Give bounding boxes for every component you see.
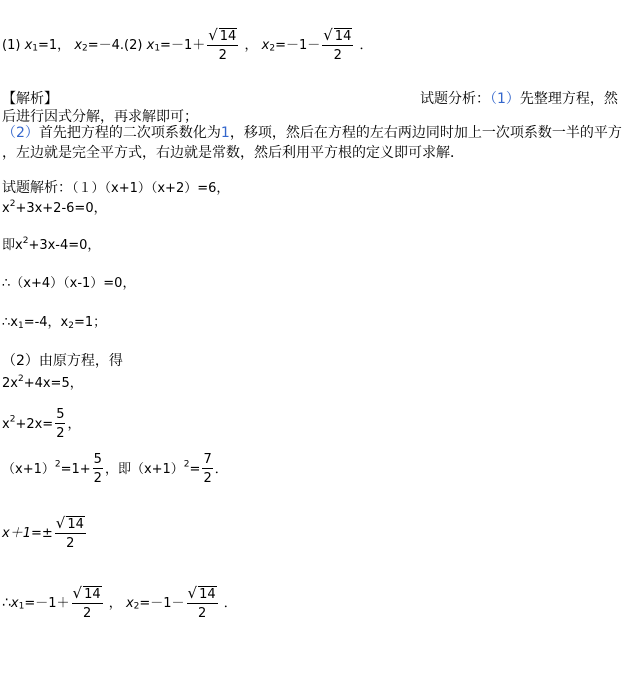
answer-x2-value: =－4. — [87, 37, 125, 53]
analysis-line-4: ，左边就是完全平方式，右边就是常数，然后利用平方根的定义即可求解． — [2, 145, 464, 161]
solution-line-4: ∴（x+4）（x-1）=0， — [2, 276, 136, 291]
answer-x2: x — [74, 37, 83, 53]
solution-line-8-fraction: $\frac{5}{2}$ — [56, 407, 65, 441]
answer-p2-x1-prefix: =－1＋ — [160, 37, 206, 53]
solution-line-5: $\therefore x_1=-4$，$x_2=1$； — [2, 315, 107, 331]
analysis-part1-text: 先整理方程，然 — [519, 91, 618, 107]
answer-p2-x2-radicand: 14 — [334, 29, 352, 44]
solution-line-10-fraction: $\frac{√ 14}{2}$ — [55, 514, 84, 551]
answer-part2-label: (2) — [124, 37, 143, 53]
analysis-heading: 【解析】 — [2, 91, 58, 107]
answer-p2-x1: x — [146, 37, 155, 53]
solution-line-1: 试题解析：（１）（x+1）（x+2）=6， — [2, 180, 230, 196]
answer-p2-x2-prefix: =－1－ — [275, 37, 321, 53]
answer-x1-value: =1， — [38, 37, 71, 53]
solution-line-9: $(x+1)^2=1+$ $\frac{5}{2}$ ，即$(x+1)^2=$ $\frac{7}{2}$ ． — [2, 452, 228, 486]
analysis-first-line-right: 试题分析：（1）先整理方程，然 — [420, 91, 618, 107]
solution-line-6: （2）由原方程，得 — [2, 353, 123, 369]
answer-x1: x — [24, 37, 33, 53]
solution-line-9-fraction-1: $\frac{5}{2}$ — [93, 452, 102, 486]
answer-line: (1) $x_1=1$， $x_2=-4.(2)$ $x_1=-1+$ $\frac{√ 14}{2}$ ， $x_2=-1-$ $\frac{√ 14}{2}$ ． — [2, 26, 373, 63]
analysis-line-3: （2）首先把方程的二次项系数化为1，移项，然后在方程的左右两边同时加上一次项系数一半的平方 — [2, 125, 622, 141]
solution-line-11-fraction-1: $\frac{√ 14}{2}$ — [72, 584, 101, 621]
answer-part1-label: (1) — [2, 37, 21, 53]
solution-line-9-fraction-2: $\frac{7}{2}$ — [203, 452, 212, 486]
analysis-line-2: 后进行因式分解，再求解即可； — [2, 109, 198, 125]
answer-end: ． — [359, 37, 373, 53]
answer-p2-x2-fraction: $\frac{√ 14}{2}$ — [323, 26, 352, 63]
solution-line-2: $x^2+3x+2-6=0$， — [2, 199, 107, 216]
solution-line-11: $\therefore x_1=-1+$ $\frac{√ 14}{2}$ ， $x_2=-1-$ $\frac{√ 14}{2}$ ． — [2, 584, 237, 621]
solution-line-11-fraction-2: $\frac{√ 14}{2}$ — [187, 584, 216, 621]
solution-line-3: 即$x^2+3x-4=0$， — [2, 236, 101, 253]
answer-p2-x1-fraction: $\frac{√ 14}{2}$ — [208, 26, 237, 63]
solution-line-8: $x^2+2x=$ $\frac{5}{2}$ ， — [2, 407, 81, 441]
answer-p2-x2: x — [261, 37, 270, 53]
solution-line-10: x＋1=± $\frac{√ 14}{2}$ — [2, 514, 84, 551]
answer-p2-x2-denominator: 2 — [333, 48, 342, 63]
answer-p2-x1-denominator: 2 — [218, 48, 227, 63]
analysis-label: 试题分析： — [420, 91, 490, 107]
answer-p2-x1-radicand: 14 — [219, 29, 237, 44]
solution-line-7: $2x^2+4x=5$， — [2, 374, 83, 391]
solution-heading: 试题解析： — [2, 180, 72, 196]
answer-separator: ， — [244, 37, 258, 53]
